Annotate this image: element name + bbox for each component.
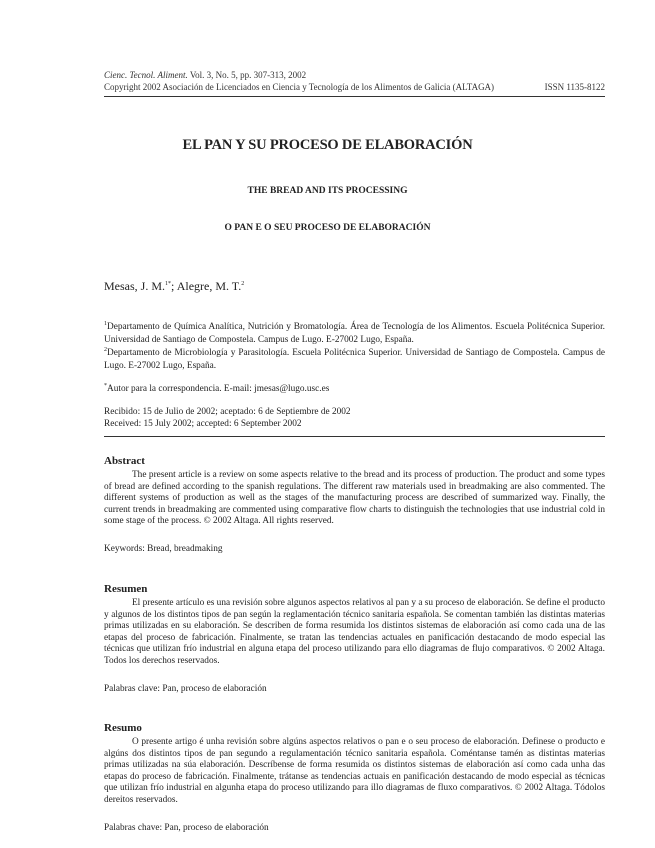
affiliation-1 — [104, 318, 605, 347]
paper-title: EL PAN Y SU PROCESO DE ELABORACIÓN — [182, 137, 473, 153]
journal-name: Cienc. Tecnol. Aliment. — [104, 70, 188, 80]
resumo-heading: Resumo — [104, 722, 142, 734]
affiliation-1-text: Departamento de Química Analítica, Nutrición y Bromatología. Área de Tecnología de los Alimentos. Escuela Politécnica Superior. Universidad de Santiago de Compostela. Campus de Lugo. E-27002 Lugo, España. — [104, 322, 605, 345]
dates-block — [104, 406, 351, 430]
dates-es: Recibido: 15 de Julio de 2002; aceptado: 6 de Septiembre de 2002 — [104, 407, 351, 417]
affiliation-2-marker: 2 — [104, 347, 107, 353]
affiliation-2-text: Departamento de Microbiología y Parasitología. Escuela Politécnica Superior. Universidad de Santiago de Compostela. Campus de Lugo. E-27002 Lugo, España. — [104, 348, 605, 371]
resumo-keywords: Palabras chave: Pan, proceso de elaboración — [104, 823, 269, 833]
correspondence-text: Autor para la correspondencia. E-mail: jmesas@lugo.usc.es — [107, 384, 330, 394]
abstract-heading: Abstract — [104, 455, 145, 467]
resumo-text: O presente artigo é unha revisión sobre algúns aspectos relativos o pan e o seu proceso de elaboración. Definese o producto e algúns dos distintos tipos de pan segundo a regulamentación técnico sanitaria española. Coméntanse tamén as distintas materias primas utilizadas na súa elaboración. Descríbense de forma resumida os distintos sistemas de elaboración así como cada unha das etapas do proceso de fabricación. Finalmente, trátanse as tendencias actuais en panificación destacando de modo especial as técnicas que utilizan frío industrial en algunha etapa do proceso utilizando para illo diagramas de fluxo comparativos. © 2002 Altaga. Tódolos dereitos reservados. — [104, 737, 605, 805]
correspondence-marker: * — [104, 383, 107, 389]
resumen-heading: Resumen — [104, 583, 148, 595]
authors-line — [104, 279, 244, 294]
journal-citation: Vol. 3, No. 5, pp. 307-313, 2002 — [187, 70, 307, 80]
affiliation-1-marker: 1 — [104, 321, 107, 327]
author-1: Mesas, J. M. — [104, 279, 166, 293]
author-2: ; Alegre, M. T. — [171, 279, 242, 293]
resumen-keywords: Palabras clave: Pan, proceso de elaboración — [104, 684, 267, 694]
citation-line — [104, 69, 605, 81]
issn: ISSN 1135-8122 — [544, 82, 605, 92]
english-title: THE BREAD AND ITS PROCESSING — [247, 186, 408, 196]
affiliation-2 — [104, 344, 605, 373]
dates-rule — [104, 436, 605, 437]
copyright-text: Copyright 2002 Asociación de Licenciados en Ciencia y Tecnología de los Alimentos de Galicia (ALTAGA) — [104, 82, 495, 92]
resumen-text: El presente artículo es una revisión sobre algunos aspectos relativos al pan y a su proceso de elaboración. Se define el producto y algunos de los distintos tipos de pan según la reglamentación técnico sanitaria española. Se comentan también las distintas materias primas utilizadas en su elaboración. Se describen de forma resumida los distintos sistemas de elaboración así como cada una de las etapas del proceso de fabricación. Finalmente, se tratan las tendencias actuales en panificación destacando de modo especial las técnicas que utilizan frío industrial en alguna etapa del proceso utilizando para ello diagramas de flujo comparativos. © 2002 Altaga. Todos los derechos reservados. — [104, 598, 605, 666]
abstract-text: The present article is a review on some aspects relative to the bread and its process of production. The product and some types of bread are defined according to the spanish regulations. The different raw materials used in breadmaking are also commented. The different systems of production as well as the stages of the manufacturing process are described of summarized way. Finally, the current trends in breadmaking are commented using comparative flow charts to distinguish the technologies that use industrial cold in some stage of the process. © 2002 Altaga. All rights reserved. — [104, 470, 605, 526]
abstract-keywords: Keywords: Bread, breadmaking — [104, 544, 223, 554]
author-1-marker: 1* — [165, 281, 172, 287]
copyright-line — [104, 81, 605, 93]
dates-en: Received: 15 July 2002; accepted: 6 September 2002 — [104, 419, 302, 429]
journal-header — [104, 69, 605, 93]
author-2-marker: 2 — [241, 281, 245, 287]
header-rule — [104, 96, 605, 97]
galician-title: O PAN E O SEU PROCESO DE ELABORACIÓN — [224, 223, 431, 233]
correspondence — [104, 380, 605, 396]
